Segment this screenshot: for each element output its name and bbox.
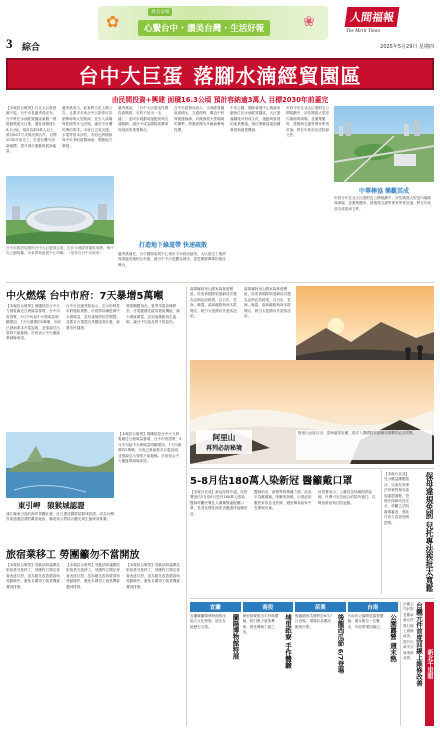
header [6, 6, 434, 56]
lead-subhead: 由民間投資+興建 面積16.3公頃 預計容納逾3萬人 目標2030年前蓋完 [111, 96, 329, 104]
regional-title: 公園露營 週末熱 [389, 614, 397, 662]
lead-headline-right: 落腳水湳經貿園區 [193, 63, 362, 88]
regional-tag: 苗栗 [295, 602, 346, 612]
lead-headline-bar [6, 58, 434, 90]
lead-body-col3: 盧秀燕說，「台中大巨蛋由民間投資興建，市府不用出一毛錢」，並同步規劃周邊配套與交通路網，讓台中成為國際級賽事與展演的重要舞台。 [118, 106, 169, 132]
divider [6, 282, 434, 283]
story4-body-col1: 【本報綜合報導】勞動部研議開放旅宿業引進移工，勞團昨召開記者會表達反對，認為應先改善薪資與勞動條件，避免本國勞工就業機會遭到排擠。 [6, 563, 60, 589]
regional-col [348, 602, 399, 726]
regional-body: 台南市公園開放露營體驗，週末帳位一位難求，市府將增加場次。 [347, 614, 384, 629]
vertical-story-body: 【本報台北訊】兒少權益團體批評，兒童托育專法草案對保母違規處罰過輕，恐無法保障幼兒安全，呼籲立法院審慎審查，強化托育人員管理與罰則。 [384, 472, 410, 525]
story3-photo [6, 432, 114, 498]
regional-strip [190, 602, 398, 726]
far-right-body: 台鐵公司針對老舊車廂元件進行線上維修改善，提升行車安全與乘車品質。 [403, 602, 414, 661]
story3-body: 連江縣東引島的海岸景觀壯麗，近日獲得國際猿猴城認證，成為台灣首座通過認證的離島地區，縣府表示將結合觀光與生態保育推廣。 [6, 512, 114, 522]
story2-body-col2: 台中市長盧秀燕表示，空污防制是市府施政重點，市府將持續監測中火燃煤量，若有違規將依法開罰，並要求台電提出具體改善計畫，維護市民健康。 [66, 304, 120, 330]
lead-body-col4: 台中市經發局表示，水湳經貿園區面積大，交通便利，鄰近中科與捷運綠線，具備發展大型場館的優勢，將邀請國內外廠商參與投標。 [174, 106, 225, 132]
regional-col [243, 602, 294, 726]
issue-date: 2025年5月29日 星期四 [380, 44, 434, 50]
coast-illustration [6, 432, 114, 498]
regional-title: 後龍西瓜節 6/7登場 [336, 614, 345, 674]
story2-body-col4: 【本報綜合報導】環團指控台中火力發電廠近日燃煤量暴增，台中市府證實，5月中旬起中火燃煤量明顯增加，7天內暴增約5萬噸，市府已發函要求台電說明，並強調空污管制不能鬆綁。市府表示中火應落實減煤承諾。 [118, 432, 182, 464]
lead-photo-caption: 台中市政府規畫的台中大巨蛋預定地，位於水湳經貿園區東側，與中央公園相鄰，未來將與會展中心串聯。（取材自台中市政府） [6, 246, 114, 256]
lead-photo-aerial [334, 106, 434, 182]
banner-small-label: 勇名安嶺 [148, 8, 172, 16]
story3-caption-title [18, 500, 85, 511]
lead-photo-stadium [6, 176, 114, 244]
story5-body-col2: 醫師指出，新變異株傳播力強，症狀多為喉嚨痛、咳嗽與發燒，出現症狀應居家休息並快篩，避免傳染給家中長輩與幼童。 [254, 490, 312, 511]
story4-headline: 旅宿業移工 勞團籲勿不當開放 [6, 550, 140, 561]
story5-body-col1: 【本報台北訊】新冠疫情升溫，疾管署預估5月至8月恐有180萬人感染，醫師呼籲民眾在人潮擁擠處配戴口罩，長者及慢性病患者應盡快接種疫苗。 [190, 490, 249, 516]
masthead-logo [346, 6, 434, 36]
regional-body: 後龍鎮西瓜節將於6月7日登場，現場有品嚐活動與市集。 [295, 614, 332, 629]
regional-tag: 台南 [348, 602, 399, 612]
regional-col [190, 602, 241, 726]
divider [186, 286, 187, 726]
lead-sidebar-sub1: 打造地下綠道帶 快速疏散 [138, 242, 208, 249]
regional-title: 埔里紙寮 手作體驗 [284, 614, 292, 669]
lead-body-col5: 中央公園、國際會展中心與綠美圖皆位於水湳經貿園區，大巨蛋落腳後可形成文化、運動與會展的產業聚落，預估帶動周邊商圈發展與就業機會。 [230, 106, 281, 132]
feature-subtitle: 再列必訪秘境 [205, 445, 242, 452]
story4-body-col2: 【本報綜合報導】勞動部研議開放旅宿業引進移工，勞團昨召開記者會表達反對，認為應先改善薪資與勞動條件，避免本國勞工就業機會遭到排擠。 [66, 563, 120, 589]
far-right-label: 新北千里眼 [425, 602, 434, 726]
logo-text-cn: 人間福報 [345, 7, 400, 27]
feature-body-col2: 嘉義縣阿里山國家森林遊樂區，再度被國際旅遊網站評選為亞洲必訪秘境，以日出、雲海、晚霞、森林鐵路與神木群聞名，吸引大批國內外遊客造訪。 [244, 287, 291, 319]
divider [190, 598, 434, 599]
lead-body-col7: 盧秀燕補充，台中國際會展中心預計今年底前啟用，大巨蛋完工後將與周邊設施相互串連，讓台中不只是觀光城市，更是國際賽事的最佳舞台。 [118, 252, 226, 267]
banner-flower-icon: ❀ [303, 14, 315, 30]
story3-sub: 猿猴城認證 [47, 501, 85, 510]
lead-body-col1: 【本報綜合報導】台北大巨蛋熱潮不退，台中市長盧秀燕宣布，台中將在水湳經貿園區東側一帶推動興建大巨蛋，選址面積達16.3公頃，預計容納3萬人以上，將以BOT方式與民間合作，目標2030年前完工，打造台灣中部新地標，提升城市運動與展演能量。 [6, 106, 58, 154]
story5-body-col3: 疾管署表示，公費疫苗持續提供接種，民眾可至各地合約院所施打，以降低重症與住院風險。 [318, 490, 376, 505]
story3-title: 東引岬 [18, 501, 41, 510]
story2-body-col3: 環保團體指出，夏季用電高峰將至，台電應優先啟用燃氣機組，減少燃煤發電，並加速推動再生能源，讓台中空氣品質不再惡化。 [126, 304, 180, 325]
lead-headline-left: 台中大巨蛋 [78, 63, 184, 88]
far-right-headline: 台鐵元件首度回線上維修改善 [415, 602, 423, 687]
section-label: 綜合 [22, 43, 41, 53]
regional-col [295, 602, 346, 726]
feature-caption-box [196, 430, 252, 454]
story2-body-col1: 【本報綜合報導】環團指控台中火力發電廠近日燃煤量暴增，台中市府證實，5月中旬起中火燃煤量明顯增加，7天內暴增約5萬噸，市府已發函要求台電說明，並強調空污管制不能鬆綁。市府表示中火應落實減煤承諾。 [6, 304, 61, 341]
feature-caption: 阿里山山區日出、雲海風景壯麗，再次入選國際旅遊網站推薦的必訪景點。 [296, 430, 432, 460]
far-right-box [400, 602, 434, 726]
regional-body: 宜蘭縣蘭陽博物館推出地方文化特展，展出在地歷史文物。 [190, 614, 226, 629]
story4-body-col3: 【本報綜合報導】勞動部研議開放旅宿業引進移工，勞團昨召開記者會表達反對，認為應先改善薪資與勞動條件，避免本國勞工就業機會遭到排擠。 [126, 563, 180, 589]
regional-tag: 南投 [243, 602, 294, 612]
lead-sidebar-body: 市府今年在北大巨蛋附近公開規劃中，評估興建大型室內場館與球場，並邀集體育、建築與交通等專家學者討論，將在年底前完成招商文件。 [334, 196, 432, 211]
story2-headline: 中火燃煤 台中市府：7天暴增5萬噸 [6, 291, 164, 302]
lead-body-col6: 市府今年在北大巨蛋附近公開規劃中，評估興建大型室內場館與球場，並邀集體育、建築與交通等專家學者討論，將在年底前完成招商文件。 [286, 106, 330, 138]
banner-slogan: 心繫台中 · 讚美台灣 · 生活好報 [138, 20, 270, 36]
feature-body-col1: 嘉義縣阿里山國家森林遊樂區，再度被國際旅遊網站評選為亞洲必訪秘境，以日出、雲海、晚霞、森林鐵路與神木群聞名，吸引大批國內外遊客造訪。 [190, 287, 237, 319]
lead-sidebar-sub2: 中華棒協 樂觀其成 [358, 188, 410, 195]
regional-body: 埔里紙寮推出手抄紙體驗，吸引親子遊客參與，感受傳統工藝之美。 [242, 614, 279, 635]
aerial-city-illustration [334, 106, 434, 182]
divider [381, 470, 382, 594]
banner-flower-icon: ✿ [106, 12, 120, 31]
page-number: 3 [6, 36, 13, 51]
feature-title: 阿里山 [212, 433, 236, 442]
header-banner [98, 6, 328, 40]
divider [190, 468, 434, 469]
regional-title: 蘭陽博物館特展 [231, 614, 240, 660]
stadium-illustration [6, 176, 114, 244]
vertical-story-headline: 保母違規免罰 兒托專法挨批太寬鬆 [425, 472, 434, 592]
logo-text-en: The Merit Times [346, 28, 381, 34]
regional-tag: 宜蘭 [190, 602, 241, 612]
story5-headline: 5-8月估180萬人染新冠 醫籲戴口罩 [190, 476, 353, 487]
lead-body-col2: 盧秀燕表示，此案將天花上網公告，且要求未來台中巨蛋需可容納棒球與大型展演，並引入商場與旅館等多元設施，滿足中台灣民眾的需求。市府已完成交通、水電等基本評估，市府也將積極與中央爭取經費補助，帶動地方發展。 [62, 106, 113, 148]
